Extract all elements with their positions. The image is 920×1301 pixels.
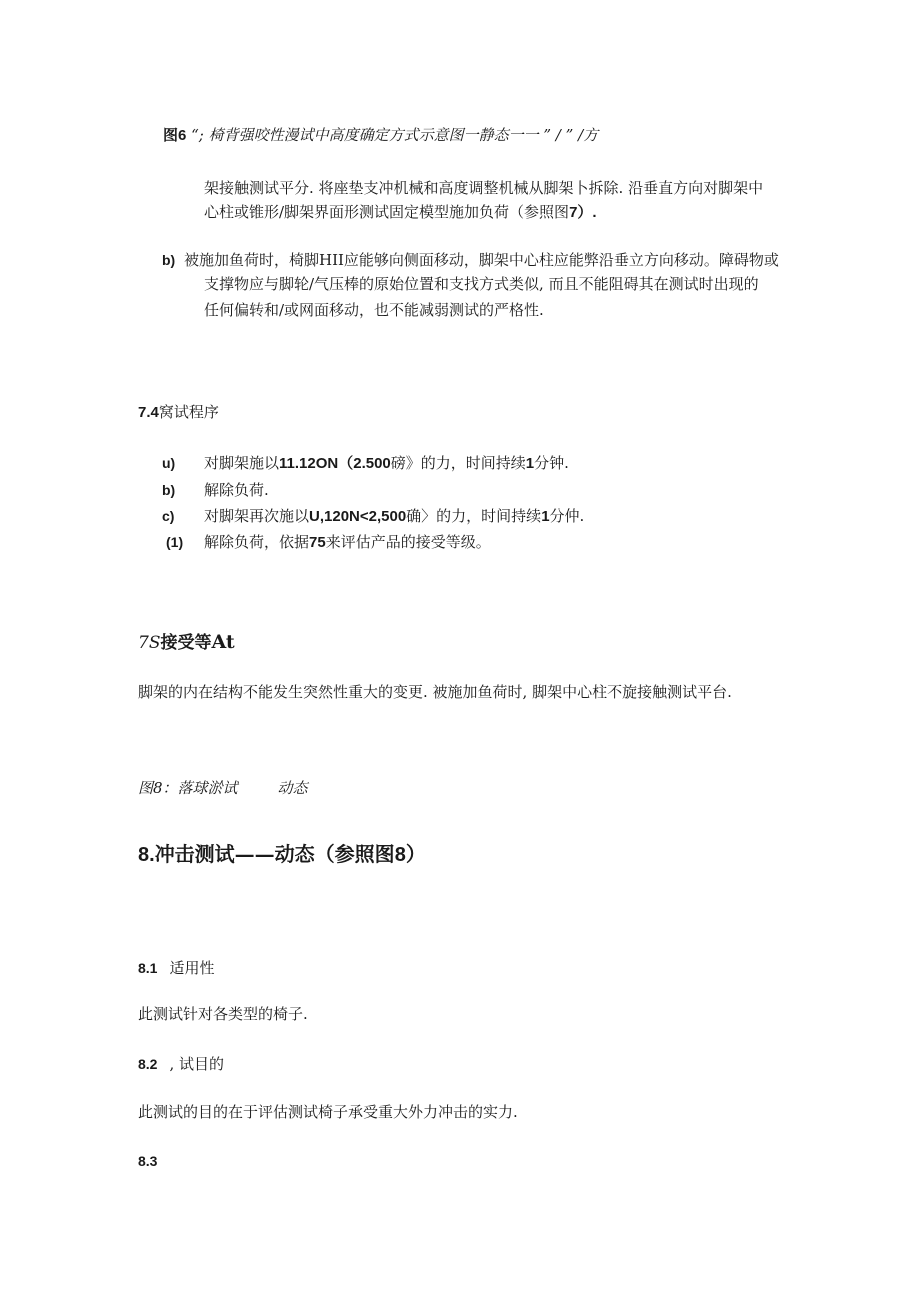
section-7-5-body: 脚架的内在结构不能发生突然性重大的变更. 被施加鱼荷时, 脚架中心柱不旋接触测试平台.: [138, 683, 732, 701]
para-b-line-3: 任何偏转和/或网面移动，也不能减弱测试的严格性.: [204, 301, 544, 319]
step-label: b): [162, 482, 176, 498]
section-8-1-body: 此测试针对各类型的椅子.: [138, 1005, 308, 1023]
section-8-2-body: 此测试的目的在于评估测试椅子承受重大外力冲击的实力.: [138, 1103, 518, 1121]
section-7-4-heading: 7.4窝试程序: [138, 403, 219, 421]
section-8-heading: 8.冲击测试——动态（参照图8）: [138, 842, 426, 866]
figure-8-caption: 图8：落球淤试 动态: [138, 779, 308, 797]
step-text: 对脚架再次施以U,120N<2,500确〉的力，时间持续1分仲.: [204, 507, 585, 525]
para-a-line-1: 架接触测试平分. 将座垫支冲机械和高度调整机械从脚架卜拆除. 沿垂直方向对脚架中: [204, 179, 764, 197]
step-label: u): [162, 455, 176, 471]
figure-6-caption: [163, 124, 598, 147]
para-b-label: b): [162, 252, 176, 268]
para-b-line-1: 被施加鱼荷时，椅脚HII应能够向侧面移动，脚架中心柱应能弊沿垂立方向移动。障碍物或: [184, 251, 779, 269]
step-text: 解除负荷.: [204, 481, 269, 499]
section-8-1-heading: 8.1 适用性: [138, 959, 215, 977]
section-7-5-heading: 7S接受等At: [138, 631, 235, 653]
figure-6-text: “; 椅背强咬性漫试中高度确定方式示意图一静态一一 ” / ” /方: [186, 126, 599, 144]
section-8-2-heading: 8.2 , 试目的: [138, 1055, 225, 1073]
step-text: 对脚架施以11.12ON（2.500磅》的力，时间持续1分钟.: [204, 454, 569, 472]
step-label: c): [162, 508, 175, 524]
step-text: 解除负荷，依据75来评估产品的接受等级。: [204, 533, 491, 551]
para-a-line-2: 心柱或锥形/脚架界面形测试固定模型施加负荷（参照图7）.: [204, 203, 597, 221]
figure-6-prefix: 图6: [163, 127, 187, 144]
para-b-line-2: 支撑物应与脚轮/气压棒的原始位置和支找方式类似, 而且不能阻碍其在测试时出现的: [204, 275, 759, 293]
step-label: (1): [166, 534, 184, 550]
section-8-3-heading: 8.3: [138, 1153, 158, 1169]
